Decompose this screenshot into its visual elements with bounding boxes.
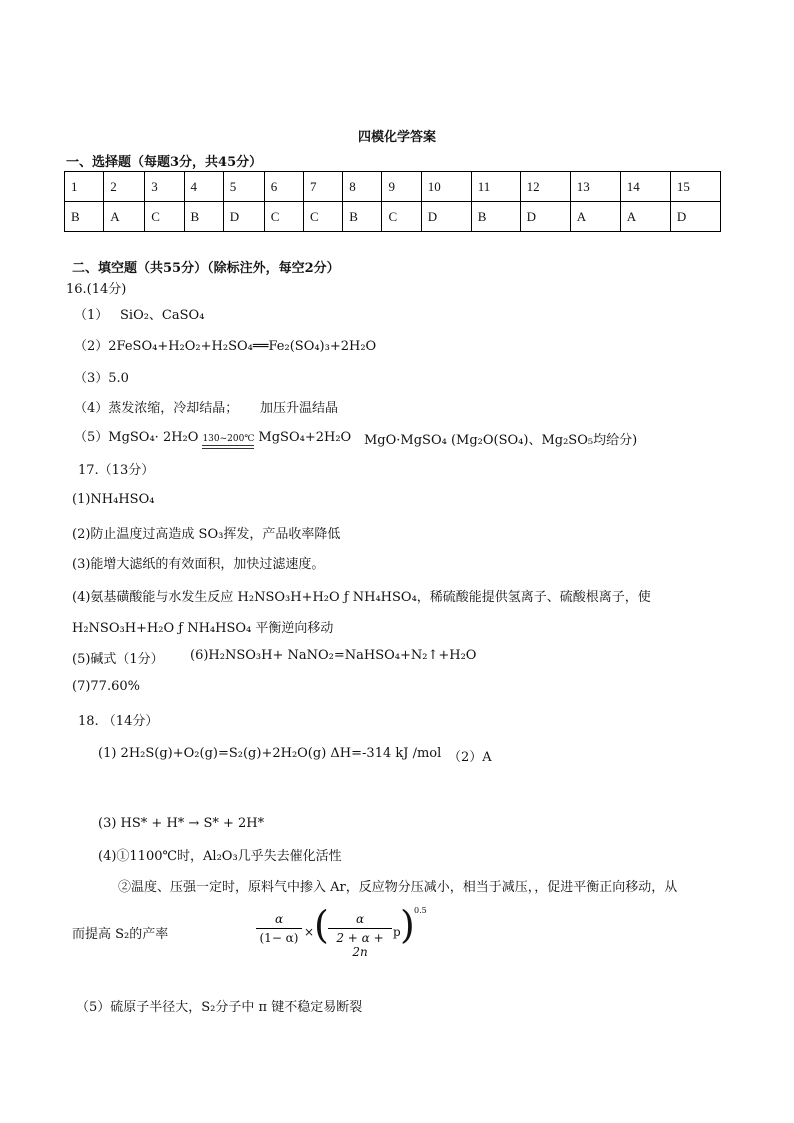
- q16-answer-5-reactant: （5）MgSO₄· 2H₂O: [74, 430, 199, 445]
- formula-left-paren: (: [314, 903, 329, 947]
- answer-cell: A: [104, 202, 145, 232]
- answer-table: [64, 171, 721, 232]
- q18-answer-1: (1) 2H₂S(g)+O₂(g)=S₂(g)+2H₂O(g) ΔH=-314 kJ /mol: [98, 746, 442, 761]
- question-number-cell: 7: [304, 172, 343, 202]
- q18-answer-2: （2）A: [448, 750, 492, 765]
- question-number-cell: 11: [471, 172, 520, 202]
- answer-cell: B: [184, 202, 223, 232]
- question-number-cell: 10: [421, 172, 471, 202]
- formula-p: p: [393, 925, 401, 939]
- q18-answer-5: （5）硫原子半径大，S₂分子中 π 键不稳定易断裂: [76, 1000, 363, 1015]
- q16-answer-1: SiO₂、CaSO₄: [120, 308, 205, 323]
- q17-answer-7: (7)77.60%: [72, 679, 140, 694]
- reaction-condition: 130~200℃: [202, 434, 254, 449]
- q17-answer-4-line2: H₂NSO₃H+H₂O ƒ NH₄HSO₄ 平衡逆向移动: [72, 621, 334, 636]
- answer-cell: B: [65, 202, 104, 232]
- answer-cell: B: [343, 202, 382, 232]
- q16-answer-5-product: MgSO₄+2H₂O: [258, 430, 352, 445]
- formula-right-paren: ): [400, 903, 415, 947]
- q16-answer-3: （3）5.0: [74, 371, 129, 386]
- question-number-cell: 12: [520, 172, 570, 202]
- page-title: 四模化学答案: [357, 130, 436, 145]
- question-number-cell: 3: [145, 172, 184, 202]
- q18-answer-4-1: (4)①1100℃时，Al₂O₃几乎失去催化活性: [98, 849, 342, 864]
- section1-heading: 一、选择题（每题3分，共45分）: [66, 155, 263, 170]
- answer-cell: C: [264, 202, 303, 232]
- q17-answer-5: (5)碱式（1分）: [72, 652, 164, 667]
- answer-cell: C: [382, 202, 421, 232]
- answer-cell: D: [421, 202, 471, 232]
- answer-cell: C: [304, 202, 343, 232]
- q18-answer-4-3: 而提高 S₂的产率: [72, 927, 169, 942]
- q18-header: 18. （14分）: [78, 714, 159, 729]
- q18-answer-3: (3) HS* + H* → S* + 2H*: [98, 816, 265, 831]
- section2-heading: 二、填空题（共55分）（除标注外，每空2分）: [72, 261, 340, 276]
- q16-answer-2: （2）2FeSO₄+H₂O₂+H₂SO₄══Fe₂(SO₄)₃+2H₂O: [74, 339, 377, 354]
- q16-answer-5-extra: MgO·MgSO₄ (Mg₂O(SO₄)、Mg₂SO₅均给分): [364, 433, 638, 448]
- answer-cell: C: [145, 202, 184, 232]
- formula-fraction-1: α (1− α): [256, 912, 302, 945]
- question-number-cell: 13: [570, 172, 620, 202]
- q17-header: 17.（13分）: [78, 463, 155, 478]
- q17-answer-6: (6)H₂NSO₃H+ NaNO₂=NaHSO₄+N₂↑+H₂O: [190, 648, 477, 663]
- formula-exponent: 0.5: [414, 906, 427, 915]
- answer-cell: D: [670, 202, 720, 232]
- q17-answer-1: (1)NH₄HSO₄: [72, 492, 155, 507]
- answer-cell: A: [570, 202, 620, 232]
- question-number-cell: 6: [264, 172, 303, 202]
- question-number-cell: 14: [620, 172, 670, 202]
- question-number-row: [65, 172, 721, 202]
- answer-cell: D: [520, 202, 570, 232]
- q16-header: 16.(14分): [66, 282, 127, 297]
- answer-cell: D: [223, 202, 264, 232]
- q18-answer-4-2: ②温度、压强一定时，原料气中掺入 Ar，反应物分压减小，相当于减压，，促进平衡正向移动，从: [118, 880, 678, 895]
- q16-answer-4-extra: 加压升温结晶: [260, 401, 339, 416]
- formula-times: ×: [304, 925, 315, 939]
- q16-answer-4: （4）蒸发浓缩，冷却结晶；: [74, 401, 239, 416]
- q16-answer-5: [74, 426, 351, 449]
- question-number-cell: 2: [104, 172, 145, 202]
- question-number-cell: 1: [65, 172, 104, 202]
- q17-answer-4-line1: (4)氨基磺酸能与水发生反应 H₂NSO₃H+H₂O ƒ NH₄HSO₄，稀硫酸能提供氢离子、硫酸根离子，使: [72, 590, 651, 605]
- q16-answer-1-label: （1）: [74, 308, 109, 323]
- answer-cell: B: [471, 202, 520, 232]
- answer-row: [65, 202, 721, 232]
- q17-answer-3: (3)能增大滤纸的有效面积，加快过滤速度。: [72, 557, 325, 572]
- question-number-cell: 15: [670, 172, 720, 202]
- question-number-cell: 8: [343, 172, 382, 202]
- answer-cell: A: [620, 202, 670, 232]
- q17-answer-2: (2)防止温度过高造成 SO₃挥发，产品收率降低: [72, 527, 341, 542]
- formula-fraction-2: α 2 + α + 2n: [328, 912, 392, 959]
- question-number-cell: 4: [184, 172, 223, 202]
- question-number-cell: 5: [223, 172, 264, 202]
- question-number-cell: 9: [382, 172, 421, 202]
